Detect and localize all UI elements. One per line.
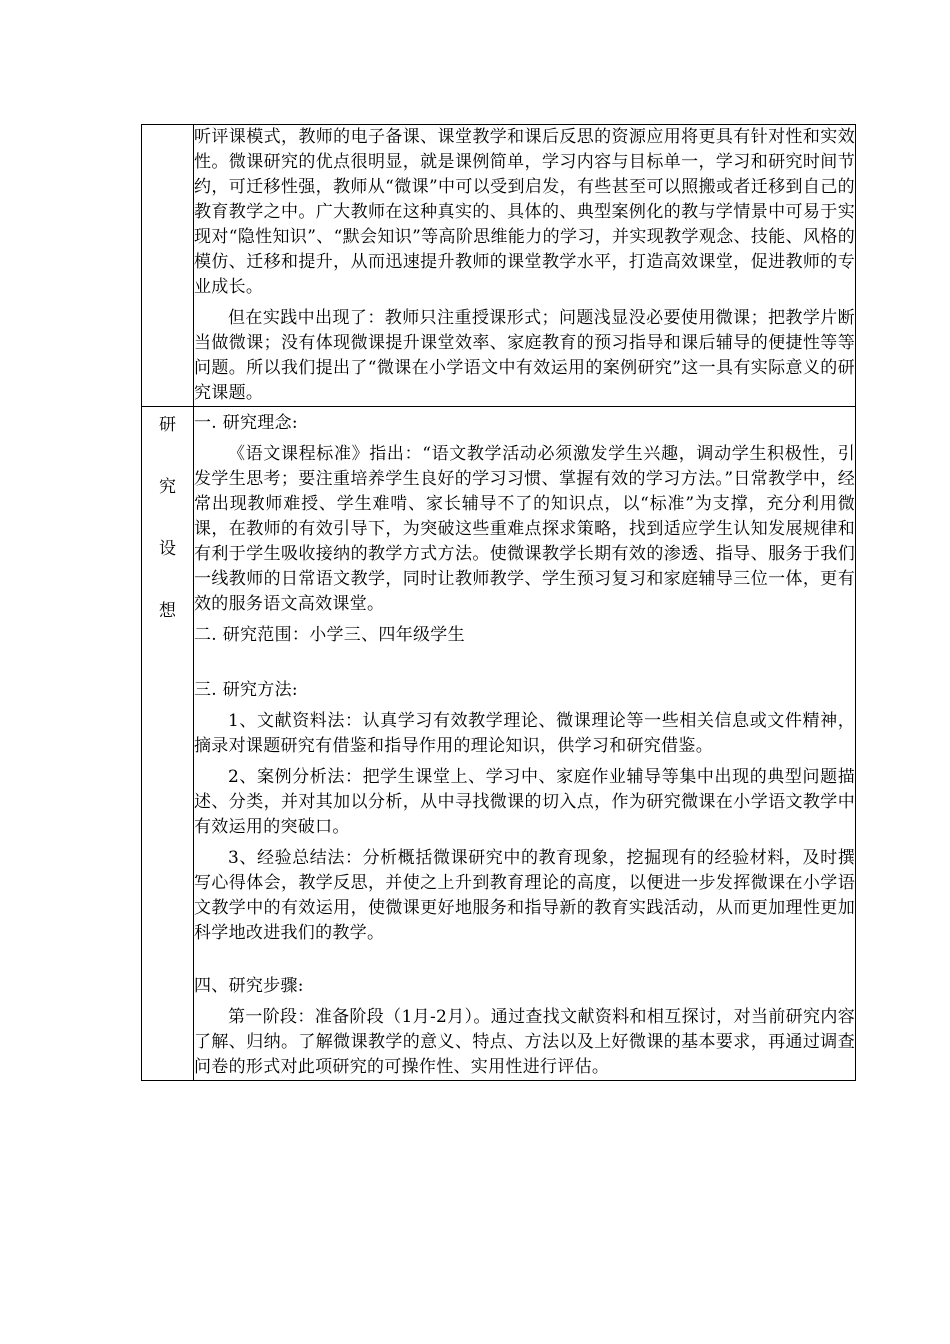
concept-heading: 一. 研究理念: <box>194 413 298 433</box>
scope-text: 二. 研究范围：小学三、四年级学生 <box>194 625 465 645</box>
background-row <box>142 125 856 407</box>
research-design-vertical-label <box>142 407 193 663</box>
method-3: 3、经验总结法：分析概括微课研究中的教育现象，挖掘现有的经验材料，及时撰写心得体会，教学反思，并使之上升到教育理论的高度，以便进一步发挥微课在小学语文教学中的有效运用，使微课更好地服务和指导新的教育实践活动，从而更加理性更加科学地改进我们的教学。 <box>194 848 855 943</box>
background-paragraph-2: 但在实践中出现了：教师只注重授课形式；问题浅显没必要使用微课；把教学片断当做微课；没有体现微课提升课堂效率、家庭教育的预习指导和课后辅导的便捷性等等问题。所以我们提出了“微课在小学语文中有效运用的案例研究”这一具有实际意义的研究课题。 <box>194 308 855 403</box>
methods-heading: 三. 研究方法: <box>194 680 298 700</box>
background-content-cell <box>194 125 856 407</box>
concept-text: 《语文课程标准》指出：“语文教学活动必须激发学生兴趣，调动学生积极性，引发学生思考；要注重培养学生良好的学习习惯、掌握有效的学习方法。”日常教学中，经常出现教师难授、学生难啃、家长辅导不了的知识点，以“标准”为支撑，充分利用微课，在教师的有效引导下，为突破这些重难点探求策略，找到适应学生认知发展规律和有利于学生吸收接纳的教学方式方法。使微课教学长期有效的渗透、指导、服务于我们一线教师的日常语文教学，同时让教师教学、学生预习复习和家庭辅导三位一体，更有效的服务语文高效课堂。 <box>194 444 855 614</box>
method-1: 1、文献资料法：认真学习有效教学理论、微课理论等一些相关信息或文件精神，摘录对课题研究有借鉴和指导作用的理论知识，供学习和研究借鉴。 <box>194 711 855 756</box>
spacer <box>194 648 855 678</box>
background-paragraph-1: 听评课模式，教师的电子备课、课堂教学和课后反思的资源应用将更具有针对性和实效性。微课研究的优点很明显，就是课例简单，学习内容与目标单一，学习和研究时间节约，可迁移性强，教师从“微课”中可以受到启发，有些甚至可以照搬或者迁移到自己的教育教学之中。广大教师在这种真实的、具体的、典型案例化的教与学情景中可易于实现对“隐性知识”、“默会知识”等高阶思维能力的学习，并实现教学观念、技能、风格的模仿、迁移和提升，从而迅速提升教师的课堂教学水平，打造高效课堂，促进教师的专业成长。 <box>194 127 855 297</box>
step-1: 第一阶段：准备阶段（1月-2月）。通过查找文献资料和相互探讨，对当前研究内容了解、归纳。了解微课教学的意义、特点、方法以及上好微课的基本要求，再通过调查问卷的形式对此项研究的可操作性、实用性进行评估。 <box>194 1007 855 1077</box>
label-char-1: 研 <box>159 415 176 435</box>
research-design-row <box>142 407 856 1081</box>
research-design-content-cell <box>194 407 856 1081</box>
research-form-table <box>141 124 856 1081</box>
label-char-4: 想 <box>159 601 176 621</box>
spacer <box>194 946 855 974</box>
method-2: 2、案例分析法：把学生课堂上、学习中、家庭作业辅导等集中出现的典型问题描述、分类，并对其加以分析，从中寻找微课的切入点，作为研究微课在小学语文教学中有效运用的突破口。 <box>194 767 855 837</box>
steps-heading: 四、研究步骤: <box>194 976 304 996</box>
label-char-2: 究 <box>159 477 176 497</box>
label-char-3: 设 <box>159 539 176 559</box>
background-label-cell <box>142 125 194 407</box>
research-design-label-cell <box>142 407 194 1081</box>
